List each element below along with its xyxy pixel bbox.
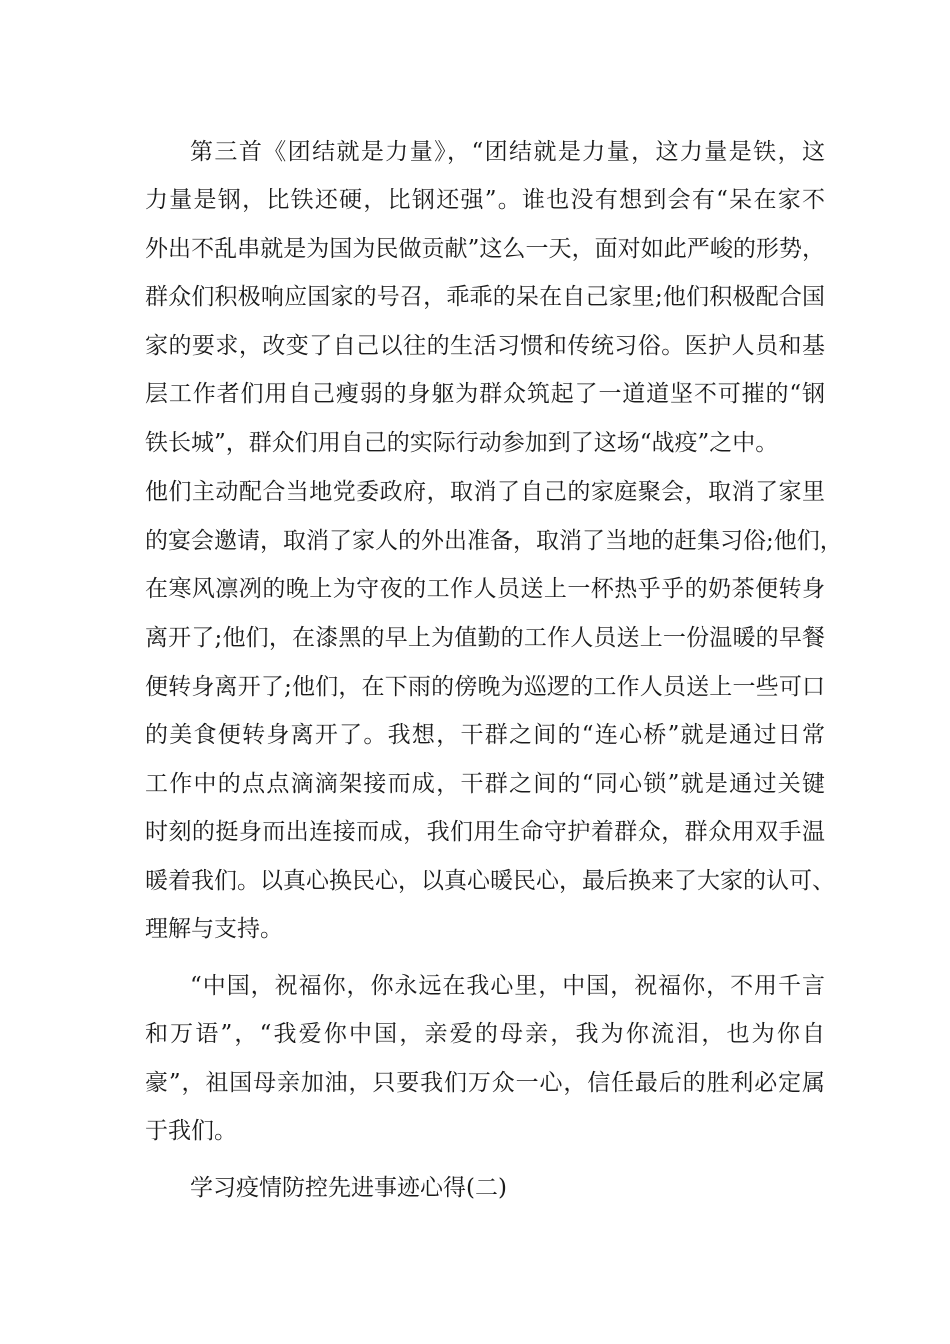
paragraph-2-line-1: “中国，祝福你，你永远在我心里，中国，祝福你，不用千言	[190, 973, 825, 999]
paragraph-1-line-10: 在寒风凛冽的晚上为守夜的工作人员送上一杯热乎乎的奶茶便转身	[145, 576, 825, 602]
paragraph-1-line-14: 工作中的点点滴滴架接而成，干群之间的“同心锁”就是通过关键	[145, 771, 825, 797]
paragraph-1-line-3: 外出不乱串就是为国为民做贡献”这么一天，面对如此严峻的形势，	[145, 236, 825, 262]
paragraph-1-line-15: 时刻的挺身而出连接而成，我们用生命守护着群众，群众用双手温	[145, 819, 825, 845]
paragraph-1-line-8: 他们主动配合当地党委政府，取消了自己的家庭聚会，取消了家里	[145, 479, 825, 505]
paragraph-1-line-2: 力量是钢，比铁还硬，比钢还强”。谁也没有想到会有“呆在家不	[145, 187, 825, 213]
paragraph-1-line-16: 暖着我们。以真心换民心，以真心暖民心，最后换来了大家的认可、	[145, 868, 835, 894]
paragraph-1-line-11: 离开了;他们，在漆黑的早上为值勤的工作人员送上一份温暖的早餐	[145, 625, 825, 651]
paragraph-1-line-6: 层工作者们用自己瘦弱的身躯为群众筑起了一道道坚不可摧的“钢	[145, 381, 825, 407]
paragraph-2-line-2: 和万语”，“我爱你中国，亲爱的母亲，我为你流泪，也为你自	[145, 1021, 825, 1047]
paragraph-1-line-12: 便转身离开了;他们，在下雨的傍晚为巡逻的工作人员送上一些可口	[145, 674, 825, 700]
paragraph-1-line-4: 群众们积极响应国家的号召，乖乖的呆在自己家里;他们积极配合国	[145, 284, 825, 310]
paragraph-1-line-1: 第三首《团结就是力量》，“团结就是力量，这力量是铁，这	[190, 139, 825, 165]
paragraph-1-line-13: 的美食便转身离开了。我想，干群之间的“连心桥”就是通过日常	[145, 722, 825, 748]
paragraph-1-line-17: 理解与支持。	[145, 916, 283, 942]
paragraph-2-line-4: 于我们。	[145, 1118, 237, 1144]
paragraph-1-line-9: 的宴会邀请，取消了家人的外出准备，取消了当地的赶集习俗;他们，	[145, 528, 843, 554]
paragraph-2-line-3: 豪”，祖国母亲加油，只要我们万众一心，信任最后的胜利必定属	[145, 1070, 825, 1096]
paragraph-1-line-5: 家的要求，改变了自己以往的生活习惯和传统习俗。医护人员和基	[145, 333, 825, 359]
paragraph-1-line-7: 铁长城”，群众们用自己的实际行动参加到了这场“战疫”之中。	[145, 430, 779, 456]
section-heading: 学习疫情防控先进事迹心得(二)	[190, 1175, 507, 1201]
